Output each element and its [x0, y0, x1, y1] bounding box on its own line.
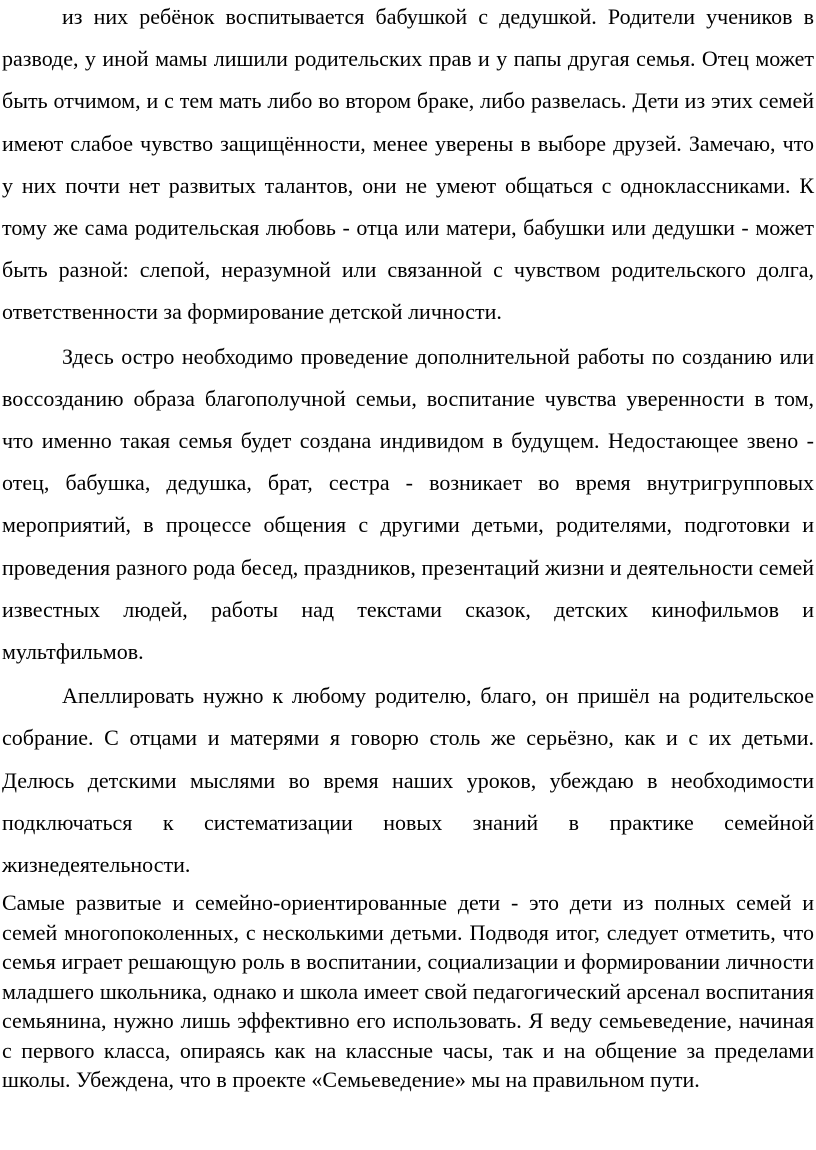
paragraph-continuation: из них ребёнок воспитывается бабушкой с дедушкой. Родители учеников в разводе, у иной мамы лишили родительских прав и у папы другая семья. Отец может быть отчимом, и с тем мать либо во втором браке, либо развелась. Дети из этих семей имеют слабое чувство защищённости, менее уверены в выборе друзей. Замечаю, что у них почти нет развитых талантов, они не умеют общаться с одноклассниками. К тому же сама родительская любовь - отца или матери, бабушки или дедушки - может быть разной: слепой, неразумной или связанной с чувством родительского долга, ответственности за формирование детской личности. [2, 4, 814, 325]
paragraph-conclusion: Самые развитые и семейно-ориентированные дети - это дети из полных семей и семей многопоколенных, с несколькими детьми. Подводя итог, следует отметить, что семья играет решающую роль в воспитании, социализации и формировании личности младшего школьника, однако и школа имеет свой педагогический арсенал воспитания семьянина, нужно лишь эффективно его использовать. Я веду семьеведение, начиная с первого класса, опираясь как на классные часы, так и на общение за пределами школы. Убеждена, что в проекте «Семьеведение» мы на правильном пути. [2, 890, 814, 1093]
paragraph-parents: Апеллировать нужно к любому родителю, благо, он пришёл на родительское собрание. С отцами и матерями я говорю столь же серьёзно, как и с их детьми. Делюсь детскими мыслями во время наших уроков, убеждаю в необходимости подключаться к систематизации новых знаний в практике семейной жизнедеятельности. [2, 683, 814, 878]
paragraph-family-image: Здесь остро необходимо проведение дополнительной работы по созданию или воссозданию образа благополучной семьи, воспитание чувства уверенности в том, что именно такая семья будет создана индивидом в будущем. Недостающее звено - отец, бабушка, дедушка, брат, сестра - возникает во время внутригрупповых мероприятий, в процессе общения с другими детьми, родителями, подготовки и проведения разного рода бесед, праздников, презентаций жизни и деятельности семей известных людей, работы над текстами сказок, детских кинофильмов и мультфильмов. [2, 343, 814, 665]
